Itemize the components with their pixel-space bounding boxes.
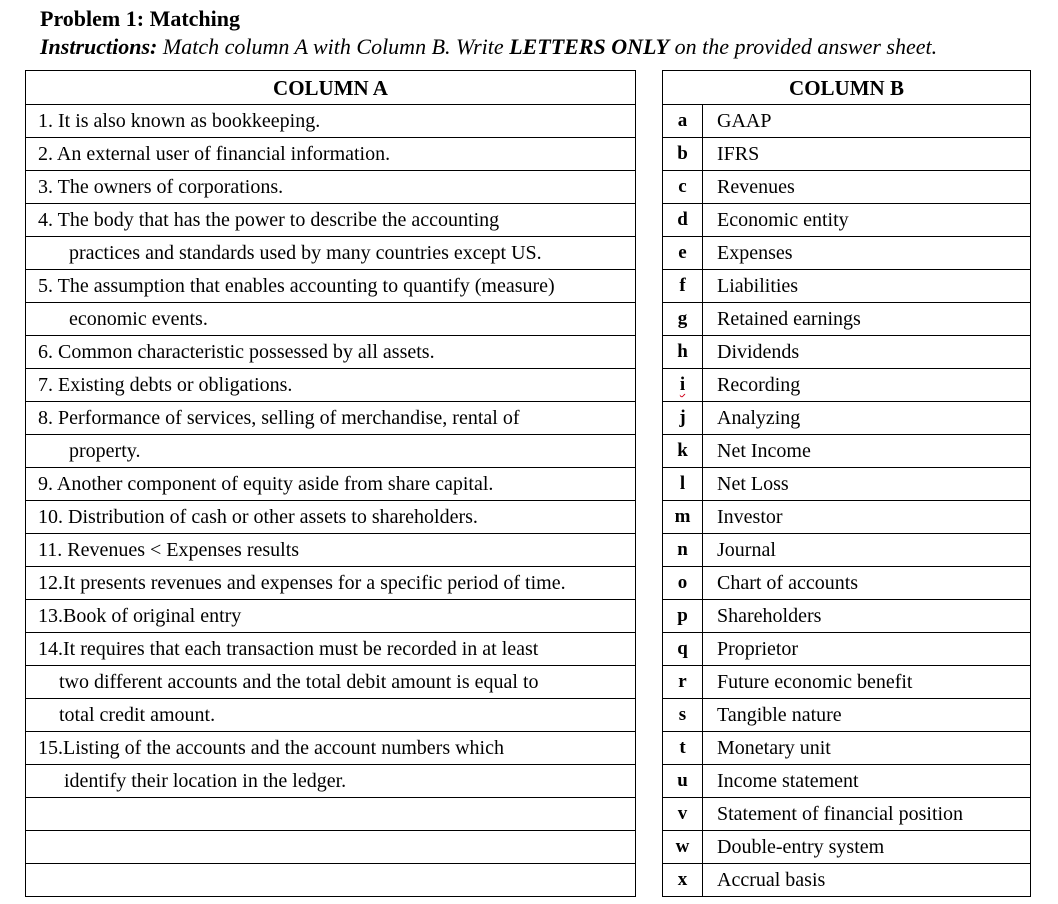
column-b-letter: l xyxy=(663,468,703,501)
column-a-row: 9. Another component of equity aside from share capital. xyxy=(26,468,636,501)
instructions-text-after: on the provided answer sheet. xyxy=(669,34,938,59)
column-b-letter: b xyxy=(663,138,703,171)
column-b-term: Dividends xyxy=(703,336,1031,369)
column-b-letter: w xyxy=(663,831,703,864)
column-a-row: 7. Existing debts or obligations. xyxy=(26,369,636,402)
column-b-term: Accrual basis xyxy=(703,864,1031,897)
column-a-row: 10. Distribution of cash or other assets to shareholders. xyxy=(26,501,636,534)
column-a-row: identify their location in the ledger. xyxy=(26,765,636,798)
column-b-term: Expenses xyxy=(703,237,1031,270)
column-b-term: IFRS xyxy=(703,138,1031,171)
column-a-row: total credit amount. xyxy=(26,699,636,732)
column-b-letter: r xyxy=(663,666,703,699)
instructions-label: Instructions: xyxy=(40,34,158,59)
column-b-letter: j xyxy=(663,402,703,435)
column-b-term: Future economic benefit xyxy=(703,666,1031,699)
column-b-letter: k xyxy=(663,435,703,468)
column-b-term: Proprietor xyxy=(703,633,1031,666)
column-a-row xyxy=(26,798,636,831)
column-b-letter: o xyxy=(663,567,703,600)
column-b-term: Net Loss xyxy=(703,468,1031,501)
column-a-row xyxy=(26,864,636,897)
column-b-term: Retained earnings xyxy=(703,303,1031,336)
column-a-row: 8. Performance of services, selling of merchandise, rental of xyxy=(26,402,636,435)
column-b-term: Recording xyxy=(703,369,1031,402)
column-b-table xyxy=(662,70,1031,897)
column-b-letter: f xyxy=(663,270,703,303)
column-b-term: Tangible nature xyxy=(703,699,1031,732)
problem-title: Problem 1: Matching xyxy=(40,6,241,31)
column-b-term: Statement of financial position xyxy=(703,798,1031,831)
column-a-row xyxy=(26,831,636,864)
column-b-term: Monetary unit xyxy=(703,732,1031,765)
column-b-term: Double-entry system xyxy=(703,831,1031,864)
column-b-letter: x xyxy=(663,864,703,897)
column-a-row: property. xyxy=(26,435,636,468)
column-a-row: 12.It presents revenues and expenses for a specific period of time. xyxy=(26,567,636,600)
column-b-letter: d xyxy=(663,204,703,237)
column-a-row: two different accounts and the total debit amount is equal to xyxy=(26,666,636,699)
column-b-header: COLUMN B xyxy=(663,71,1031,105)
column-b-letter: p xyxy=(663,600,703,633)
column-b-letter: s xyxy=(663,699,703,732)
column-b-term: Economic entity xyxy=(703,204,1031,237)
column-b-term: Shareholders xyxy=(703,600,1031,633)
column-a-table xyxy=(25,70,636,897)
column-a-row: 11. Revenues < Expenses results xyxy=(26,534,636,567)
column-a-row: 5. The assumption that enables accounting to quantify (measure) xyxy=(26,270,636,303)
instructions xyxy=(40,34,937,60)
column-b-term: Chart of accounts xyxy=(703,567,1031,600)
column-b-term: Journal xyxy=(703,534,1031,567)
column-a-header: COLUMN A xyxy=(26,71,636,105)
column-b-term: Net Income xyxy=(703,435,1031,468)
column-b-letter: c xyxy=(663,171,703,204)
instructions-emphasis: LETTERS ONLY xyxy=(509,34,670,59)
column-b-term: Investor xyxy=(703,501,1031,534)
column-b-letter xyxy=(663,369,703,402)
column-b-letter: e xyxy=(663,237,703,270)
column-a-row: 13.Book of original entry xyxy=(26,600,636,633)
column-b-letter: t xyxy=(663,732,703,765)
column-a-row: 15.Listing of the accounts and the account numbers which xyxy=(26,732,636,765)
column-b-term: Revenues xyxy=(703,171,1031,204)
instructions-text-before: Match column A with Column B. Write xyxy=(157,34,510,59)
column-b-letter: h xyxy=(663,336,703,369)
column-b-term: Income statement xyxy=(703,765,1031,798)
column-a-row: 4. The body that has the power to describe the accounting xyxy=(26,204,636,237)
column-b-letter: m xyxy=(663,501,703,534)
column-b-letter-text: i xyxy=(679,374,686,395)
column-b-letter: u xyxy=(663,765,703,798)
column-a-row: 14.It requires that each transaction must be recorded in at least xyxy=(26,633,636,666)
column-a-row: 6. Common characteristic possessed by all assets. xyxy=(26,336,636,369)
column-a-row: economic events. xyxy=(26,303,636,336)
column-a-row: practices and standards used by many countries except US. xyxy=(26,237,636,270)
column-b-term: Liabilities xyxy=(703,270,1031,303)
column-a-row: 3. The owners of corporations. xyxy=(26,171,636,204)
column-b-letter: a xyxy=(663,105,703,138)
column-a-row: 2. An external user of financial information. xyxy=(26,138,636,171)
column-b-term: GAAP xyxy=(703,105,1031,138)
column-b-letter: q xyxy=(663,633,703,666)
column-b-letter: v xyxy=(663,798,703,831)
column-a-row: 1. It is also known as bookkeeping. xyxy=(26,105,636,138)
column-b-term: Analyzing xyxy=(703,402,1031,435)
column-b-letter: n xyxy=(663,534,703,567)
column-b-letter: g xyxy=(663,303,703,336)
